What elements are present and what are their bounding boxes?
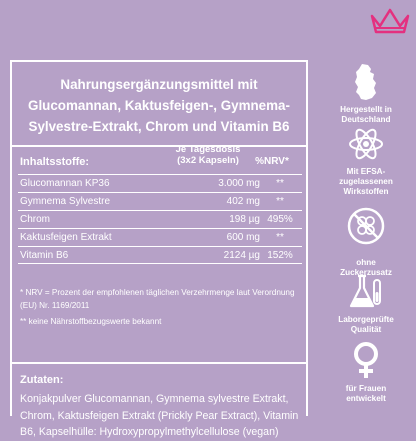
germany-map-icon bbox=[346, 62, 386, 102]
table-row bbox=[18, 228, 302, 246]
ingredients-title: Zutaten: bbox=[20, 374, 64, 386]
no-reference-footnote: ** keine Nährstoffbezugswerte bekannt bbox=[20, 317, 162, 326]
ingredient-dose: 2124 µg bbox=[223, 250, 260, 261]
female-symbol-icon bbox=[346, 340, 386, 380]
nrv-footnote: * NRV = Prozent der empfohlenen täglichen Verzehrmenge laut Verordnung (EU) Nr. 1169/2011 bbox=[20, 288, 295, 310]
ingredient-name: Kaktusfeigen Extrakt bbox=[20, 232, 112, 243]
ingredient-name: Vitamin B6 bbox=[20, 250, 69, 261]
ingredient-name: Gymnema Sylvestre bbox=[20, 196, 111, 207]
ingredient-nrv: ** bbox=[276, 232, 284, 243]
ingredient-dose: 3.000 mg bbox=[218, 178, 260, 189]
table-row bbox=[18, 246, 302, 264]
badge-efsa-approved: Mit EFSA- zugelassenen Wirkstoffen bbox=[330, 124, 402, 197]
divider bbox=[12, 362, 306, 364]
ingredient-name: Glucomannan KP36 bbox=[20, 178, 110, 189]
ingredient-dose: 402 mg bbox=[226, 196, 260, 207]
atom-icon bbox=[346, 124, 386, 164]
table-header-nrv: %NRV* bbox=[255, 156, 289, 167]
ingredient-table bbox=[18, 174, 302, 264]
table-row bbox=[18, 174, 302, 192]
badge-lab-tested: Laborgeprüfte Qualität bbox=[330, 272, 402, 335]
product-headline: Nahrungsergänzungsmittel mit Glucomannan, Kaktusfeigen-, Gymnema- Sylvestre-Extrakt, Chrom und Vitamin B6 bbox=[28, 77, 290, 134]
lab-flask-icon bbox=[346, 272, 386, 312]
ingredient-nrv: ** bbox=[276, 178, 284, 189]
ingredient-nrv: 152% bbox=[267, 250, 293, 261]
crown-logo-icon bbox=[368, 6, 412, 36]
badge-no-sugar: ohne Zuckerzusatz bbox=[330, 206, 402, 278]
table-header-dose: Je Tagesdosis (3x2 Kapseln) bbox=[175, 144, 241, 166]
table-header-ingredients: Inhaltsstoffe: bbox=[20, 156, 90, 168]
table-row bbox=[18, 210, 302, 228]
ingredient-dose: 198 µg bbox=[229, 214, 260, 225]
ingredient-nrv: ** bbox=[276, 196, 284, 207]
nutrition-panel bbox=[10, 60, 308, 438]
ingredient-dose: 600 mg bbox=[226, 232, 260, 243]
badge-made-in-germany: Hergestellt in Deutschland bbox=[330, 62, 402, 125]
no-sugar-icon bbox=[346, 206, 386, 246]
table-row bbox=[18, 192, 302, 210]
badge-for-women: für Frauen entwickelt bbox=[330, 340, 402, 404]
ingredient-nrv: 495% bbox=[267, 214, 293, 225]
ingredient-name: Chrom bbox=[20, 214, 51, 225]
ingredients-text: Konjakpulver Glucomannan, Gymnema sylvestre Extrakt, Chrom, Kaktusfeigen Extrakt (Prickly Pear Extract), Vitamin B6, Kapselhülle: Hydroxypropylmethylcellulose (vegan) bbox=[20, 393, 299, 438]
